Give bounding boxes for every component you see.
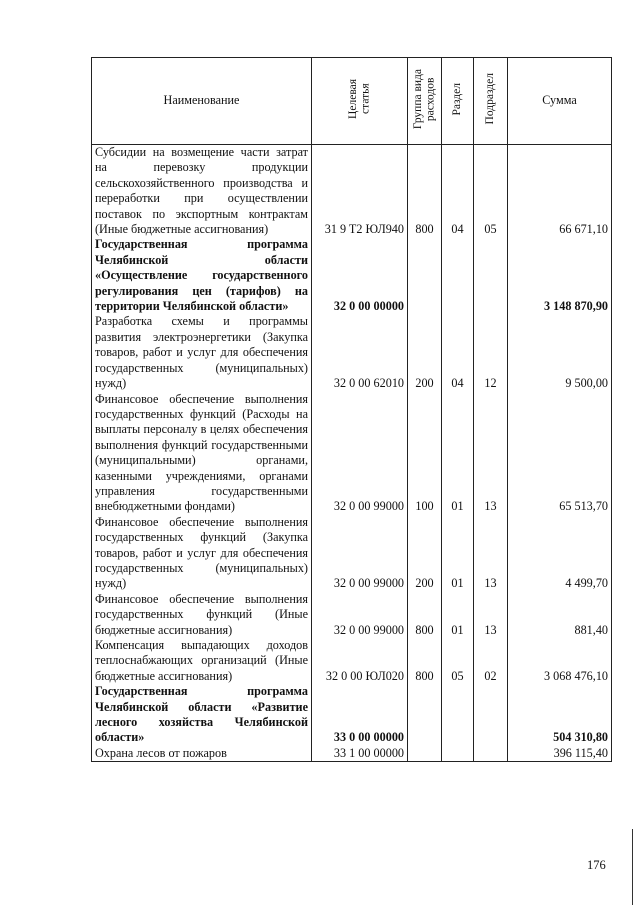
row-subsection [474, 684, 508, 746]
header-group-label: Группа вида расходов [412, 68, 437, 129]
row-section: 01 [442, 392, 474, 515]
row-name: Финансовое обеспечение выполнения государственных функций (Расходы на выплаты персоналу в целях обеспечения выполнения функций государственными (муниципальными) органами, казенными учреждениями, органами управления государственными внебюджетными фондами) [92, 392, 312, 515]
row-code: 32 0 00 99000 [312, 592, 408, 638]
row-section: 01 [442, 592, 474, 638]
row-group [408, 684, 442, 746]
row-subsection: 13 [474, 392, 508, 515]
row-group: 200 [408, 314, 442, 391]
row-code: 33 0 00 00000 [312, 684, 408, 746]
row-section [442, 684, 474, 746]
header-target [312, 58, 408, 145]
row-subsection [474, 237, 508, 314]
row-code: 33 1 00 00000 [312, 746, 408, 762]
row-sum: 9 500,00 [508, 314, 612, 391]
header-section-label: Раздел [451, 82, 464, 116]
table-header-row [92, 58, 612, 145]
row-code: 31 9 T2 ЮЛ940 [312, 145, 408, 238]
row-name: Финансовое обеспечение выполнения государственных функций (Закупка товаров, работ и услуг для обеспечения государственных (муниципальных) нужд) [92, 515, 312, 592]
table-row [92, 638, 612, 684]
page-number: 176 [587, 858, 606, 872]
row-section: 05 [442, 638, 474, 684]
row-sum: 504 310,80 [508, 684, 612, 746]
row-sum: 396 115,40 [508, 746, 612, 762]
table-row [92, 684, 612, 746]
budget-table [91, 57, 612, 762]
row-sum: 66 671,10 [508, 145, 612, 238]
row-sum: 3 068 476,10 [508, 638, 612, 684]
row-code: 32 0 00 99000 [312, 392, 408, 515]
row-code: 32 0 00 00000 [312, 237, 408, 314]
row-group: 800 [408, 638, 442, 684]
row-subsection: 05 [474, 145, 508, 238]
row-section [442, 237, 474, 314]
row-section: 01 [442, 515, 474, 592]
table-row [92, 515, 612, 592]
table-row [92, 746, 612, 762]
row-group [408, 746, 442, 762]
row-group: 800 [408, 592, 442, 638]
row-group: 100 [408, 392, 442, 515]
table-row [92, 145, 612, 238]
row-section [442, 746, 474, 762]
row-name: Государственная программа Челябинской области «Развитие лесного хозяйства Челябинской области» [92, 684, 312, 746]
row-code: 32 0 00 99000 [312, 515, 408, 592]
table-row [92, 592, 612, 638]
row-sum: 4 499,70 [508, 515, 612, 592]
table-row [92, 314, 612, 391]
header-section [442, 58, 474, 145]
row-name: Охрана лесов от пожаров [92, 746, 312, 762]
row-sum: 65 513,70 [508, 392, 612, 515]
row-subsection: 13 [474, 515, 508, 592]
row-code: 32 0 00 62010 [312, 314, 408, 391]
row-name: Разработка схемы и программы развития электроэнергетики (Закупка товаров, работ и услуг для обеспечения государственных (муниципальных) нужд) [92, 314, 312, 391]
row-group: 800 [408, 145, 442, 238]
header-subsection [474, 58, 508, 145]
header-name: Наименование [92, 58, 312, 145]
header-sum: Сумма [508, 58, 612, 145]
row-name: Государственная программа Челябинской области «Осуществление государственного регулирования цен (тарифов) на территории Челябинской области» [92, 237, 312, 314]
row-code: 32 0 00 ЮЛ020 [312, 638, 408, 684]
row-section: 04 [442, 314, 474, 391]
row-group: 200 [408, 515, 442, 592]
row-sum: 881,40 [508, 592, 612, 638]
row-name: Субсидии на возмещение части затрат на перевозку продукции сельскохозяйственного производства и переработки при осуществлении поставок по экспортным контрактам (Иные бюджетные ассигнования) [92, 145, 312, 238]
row-subsection: 02 [474, 638, 508, 684]
row-group [408, 237, 442, 314]
row-subsection: 13 [474, 592, 508, 638]
header-group [408, 58, 442, 145]
row-subsection [474, 746, 508, 762]
row-name: Компенсация выпадающих доходов теплоснабжающих организаций (Иные бюджетные ассигнования) [92, 638, 312, 684]
header-target-label: Целевая статья [347, 78, 372, 119]
row-name: Финансовое обеспечение выполнения государственных функций (Иные бюджетные ассигнования) [92, 592, 312, 638]
row-subsection: 12 [474, 314, 508, 391]
table-row [92, 392, 612, 515]
row-sum: 3 148 870,90 [508, 237, 612, 314]
header-subsection-label: Подраздел [484, 73, 497, 125]
table-row [92, 237, 612, 314]
scan-edge-line [632, 829, 633, 905]
row-section: 04 [442, 145, 474, 238]
